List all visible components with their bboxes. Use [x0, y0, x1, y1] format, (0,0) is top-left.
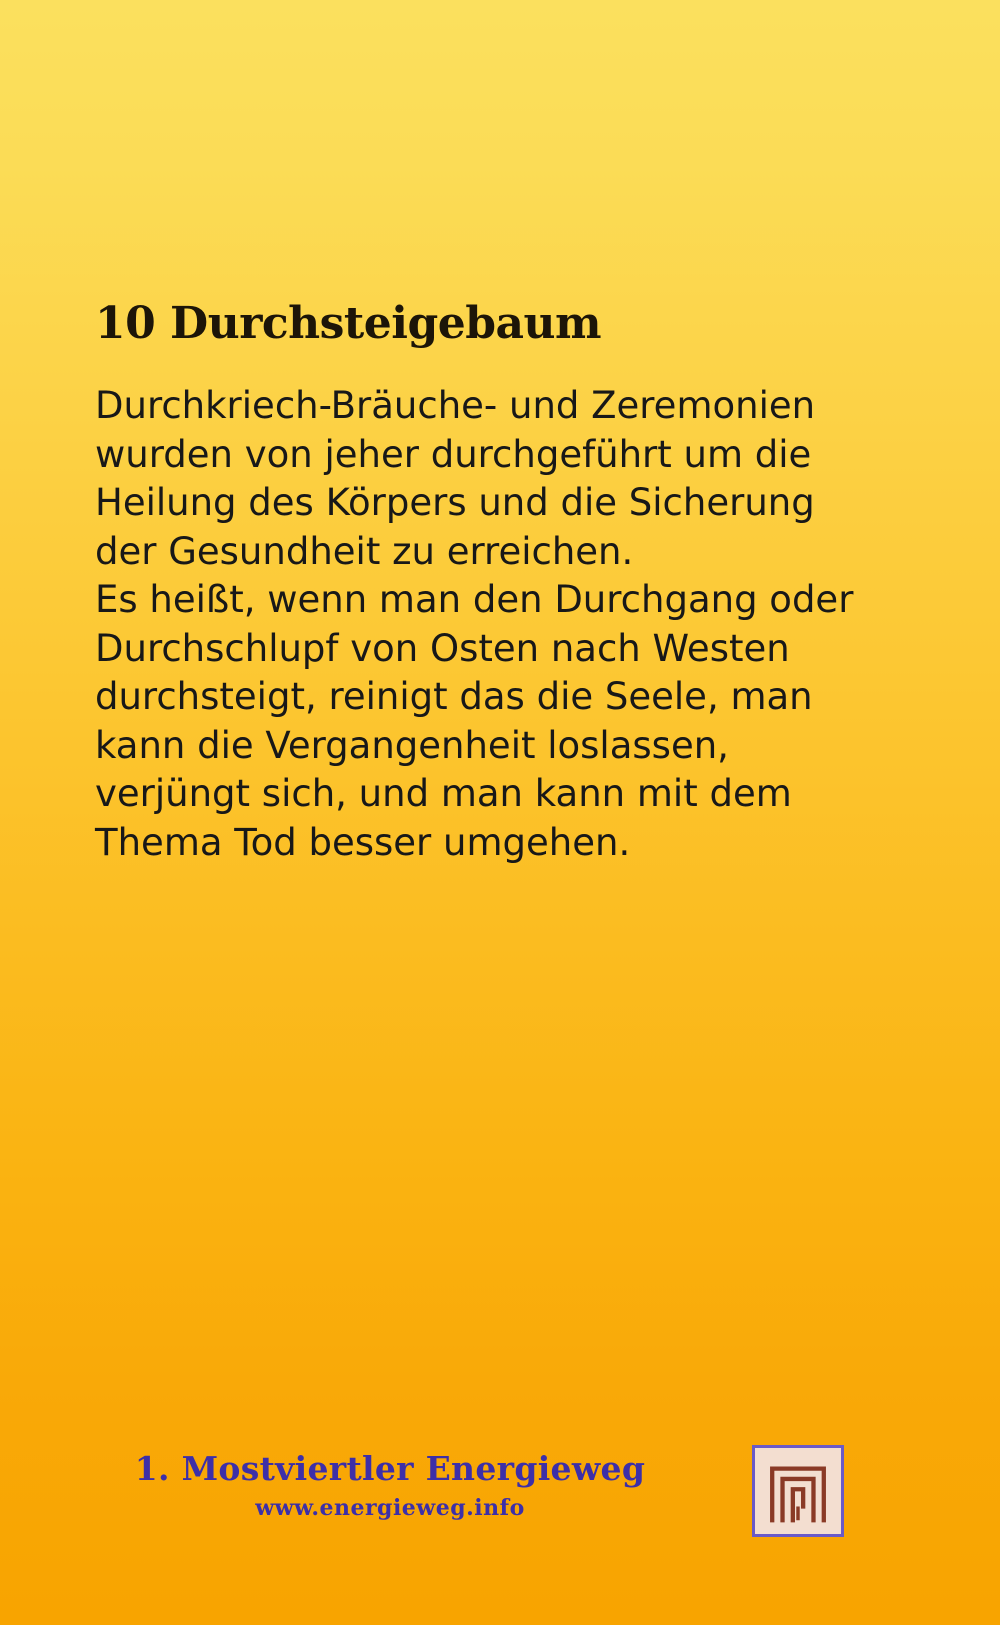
- footer-text-block: [60, 1451, 720, 1521]
- website-url[interactable]: www.energieweg.info: [255, 1495, 525, 1522]
- footer: [0, 1445, 1000, 1555]
- content-block: [95, 300, 885, 867]
- organisation-name: 1. Mostviertler Energieweg: [134, 1449, 646, 1488]
- labyrinth-logo-icon: [752, 1445, 844, 1537]
- page-title: 10 Durchsteigebaum: [95, 298, 602, 349]
- body-paragraph-2: Es heißt, wenn man den Durchgang oder Durchschlupf von Osten nach Westen durchsteigt, reinigt das die Seele, man kann die Vergangenheit loslassen, verjüngt sich, und man kann mit dem Thema Tod besser umgehen.: [95, 578, 854, 864]
- body-paragraph-1: Durchkriech-Bräuche- und Zeremonien wurden von jeher durchgeführt um die Heilung des Körpers und die Sicherung der Gesundheit zu erreichen.: [95, 384, 816, 573]
